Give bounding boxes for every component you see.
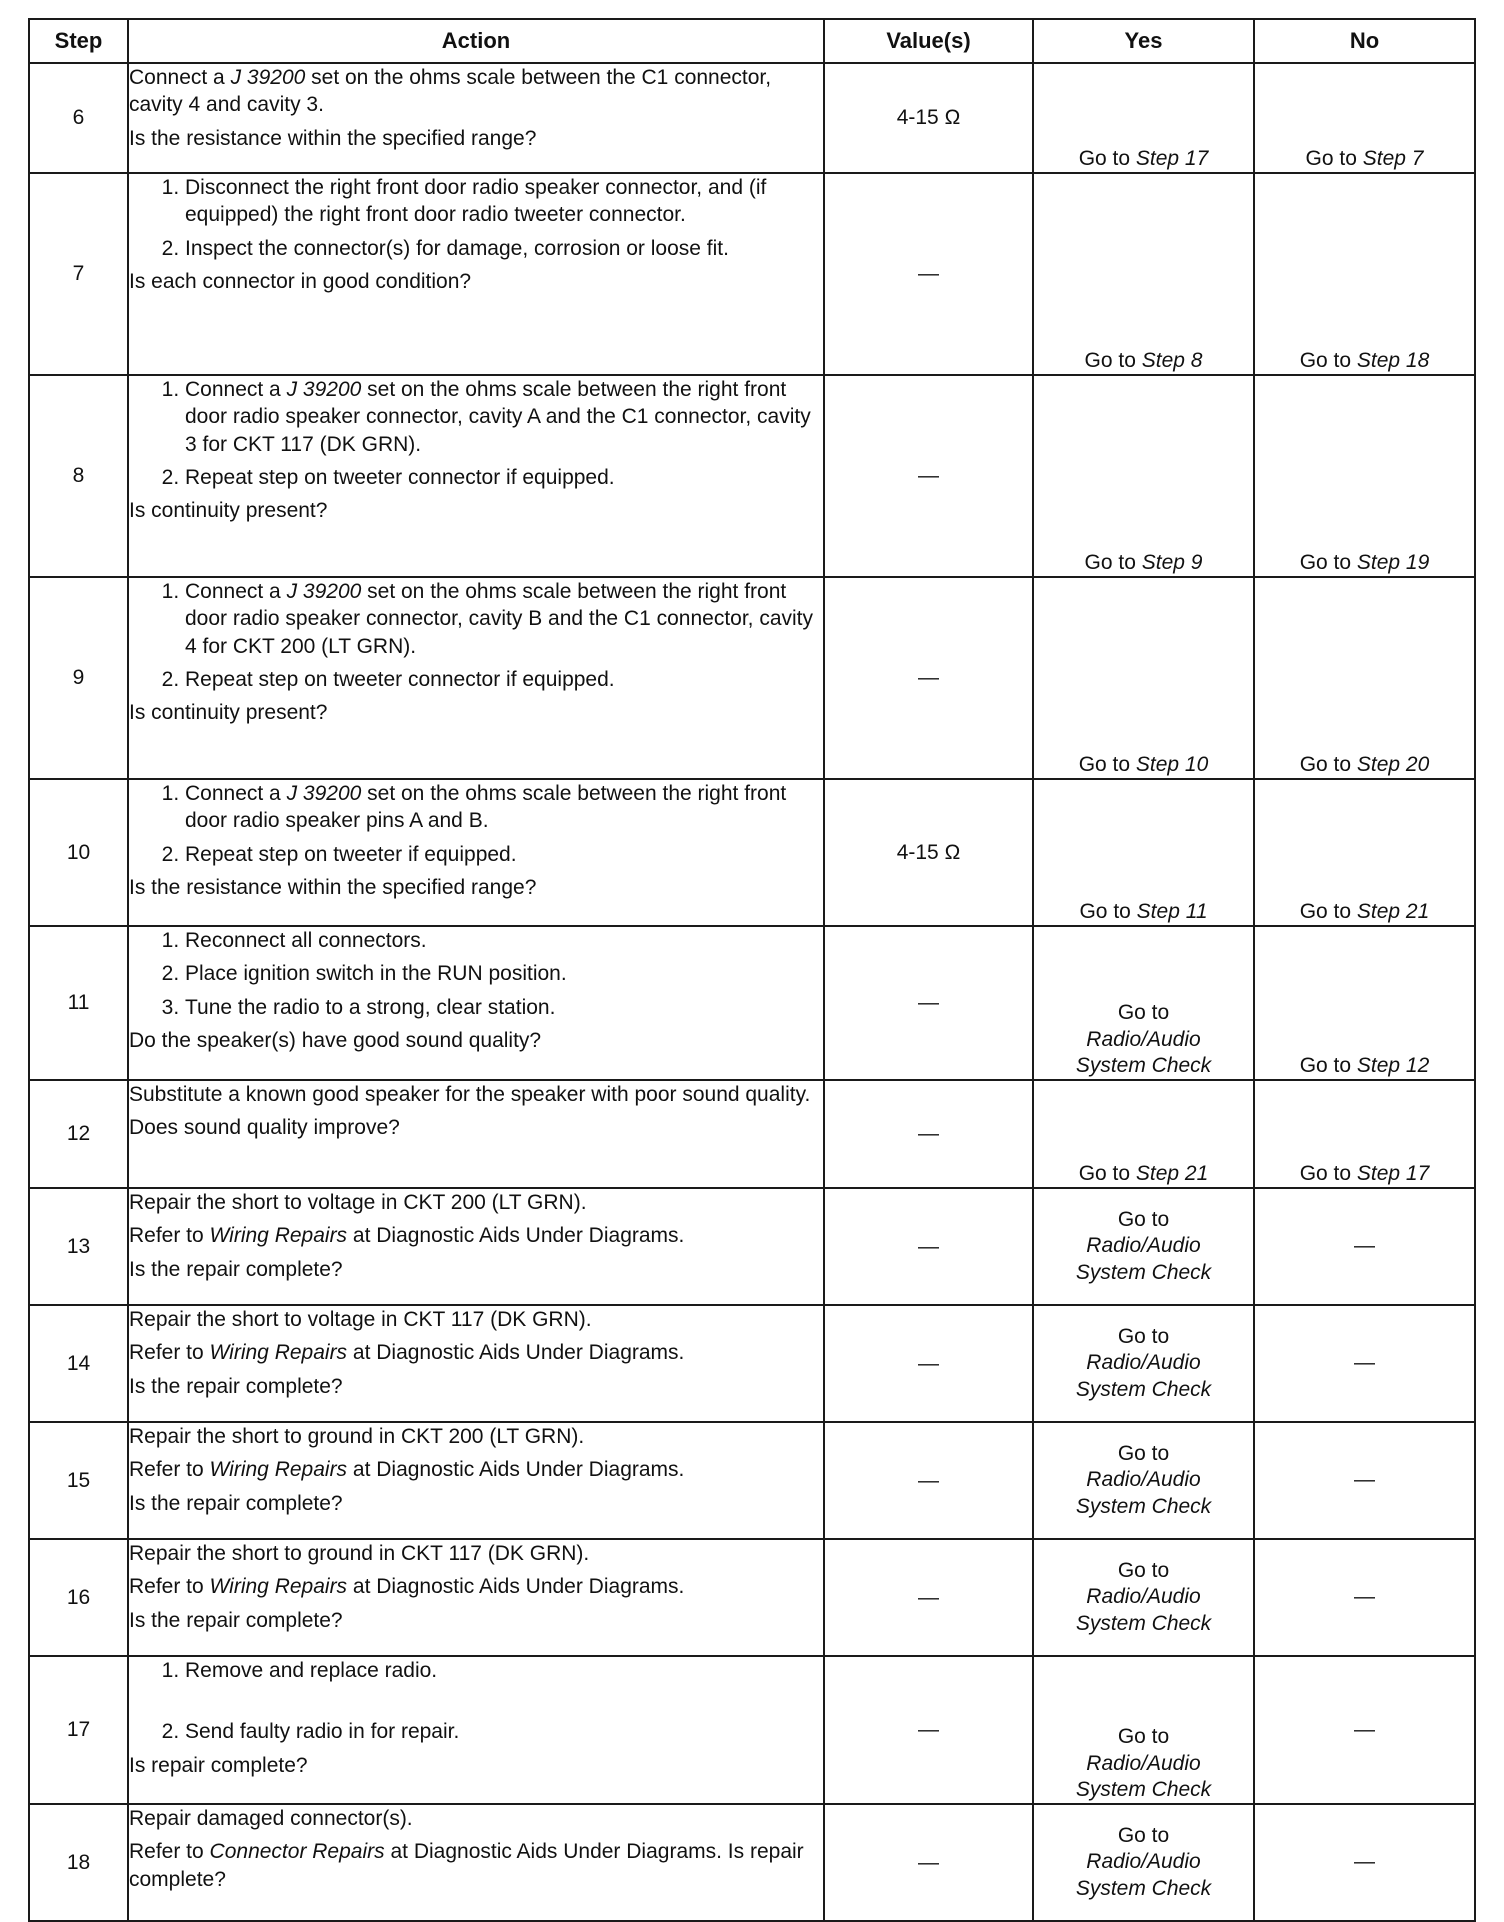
header-step: Step [29,19,128,63]
table-row [29,63,1475,173]
action-list [129,578,823,693]
yes-cell: Go to Radio/Audio System Check [1033,926,1254,1080]
value-cell: — [824,1422,1033,1539]
yes-cell: Go to Step 10 [1033,577,1254,779]
action-cell [128,1305,824,1422]
step-number: 6 [29,63,128,173]
yes-cell: Go to Step 9 [1033,375,1254,577]
action-cell [128,926,824,1080]
action-reference: Refer to Wiring Repairs at Diagnostic Aids Under Diagrams. [129,1341,685,1365]
table-row [29,1656,1475,1804]
value-cell: 4-15 Ω [824,779,1033,926]
no-cell: — [1254,1422,1475,1539]
action-text: Repair damaged connector(s). [129,1807,413,1830]
value-cell: 4-15 Ω [824,63,1033,173]
no-cell: — [1254,1804,1475,1921]
header-no: No [1254,19,1475,63]
no-cell: Go to Step 21 [1254,779,1475,926]
header-values: Value(s) [824,19,1033,63]
step-number: 13 [29,1188,128,1305]
action-reference: Refer to Wiring Repairs at Diagnostic Aids Under Diagrams. [129,1224,685,1248]
list-item: 1. Connect a J 39200 set on the ohms scale between the right front door radio speaker pins A and B. [185,780,823,835]
action-text: Repair the short to ground in CKT 200 (LT GRN). [129,1425,585,1448]
step-number: 15 [29,1422,128,1539]
action-question: Is each connector in good condition? [129,269,472,293]
yes-cell: Go to Radio/Audio System Check [1033,1539,1254,1656]
header-action: Action [128,19,824,63]
action-question: Is continuity present? [129,701,328,725]
action-question: Does sound quality improve? [129,1116,400,1140]
table-row [29,1188,1475,1305]
table-row [29,173,1475,375]
action-question: Is the resistance within the specified range? [129,875,537,899]
no-cell: — [1254,1188,1475,1305]
action-cell [128,375,824,577]
list-item: 2. Repeat step on tweeter connector if equipped. [185,464,823,491]
value-cell: — [824,375,1033,577]
no-cell: Go to Step 20 [1254,577,1475,779]
header-yes: Yes [1033,19,1254,63]
table-row [29,1305,1475,1422]
step-number: 12 [29,1080,128,1188]
action-cell [128,1422,824,1539]
action-text: Repair the short to voltage in CKT 117 (DK GRN). [129,1308,592,1331]
table-row [29,926,1475,1080]
action-list [129,1657,823,1746]
table-row [29,1422,1475,1539]
value-cell: — [824,1539,1033,1656]
value-cell: — [824,926,1033,1080]
yes-cell: Go to Step 21 [1033,1080,1254,1188]
step-number: 11 [29,926,128,1080]
action-list [129,376,823,491]
step-number: 18 [29,1804,128,1921]
action-cell [128,1080,824,1188]
diagnostic-table [28,18,1476,1922]
action-text: Connect a J 39200 set on the ohms scale between the C1 connector, cavity 4 and cavity 3. [129,66,772,117]
action-cell [128,577,824,779]
list-item: 1. Reconnect all connectors. [185,927,823,954]
action-cell [128,63,824,173]
list-item: 1. Disconnect the right front door radio speaker connector, and (if equipped) the right front door radio tweeter connector. [185,174,823,229]
no-cell: — [1254,1656,1475,1804]
no-cell: Go to Step 17 [1254,1080,1475,1188]
step-number: 9 [29,577,128,779]
list-item: 3. Tune the radio to a strong, clear station. [185,994,823,1021]
action-text: Substitute a known good speaker for the speaker with poor sound quality. [129,1083,811,1106]
action-cell [128,1539,824,1656]
table-row [29,1539,1475,1656]
no-cell: Go to Step 18 [1254,173,1475,375]
value-cell: — [824,1188,1033,1305]
action-question: Is the resistance within the specified range? [129,126,537,150]
no-cell: Go to Step 12 [1254,926,1475,1080]
step-number: 7 [29,173,128,375]
list-item: 1. Connect a J 39200 set on the ohms scale between the right front door radio speaker connector, cavity B and the C1 connector, cavity 4 for CKT 200 (LT GRN). [185,578,823,660]
action-cell [128,779,824,926]
list-item: 2. Inspect the connector(s) for damage, corrosion or loose fit. [185,235,823,262]
action-reference: Refer to Connector Repairs at Diagnostic Aids Under Diagrams. Is repair complete? [129,1840,804,1891]
table-row [29,1080,1475,1188]
list-item: 2. Repeat step on tweeter if equipped. [185,841,823,868]
step-number: 10 [29,779,128,926]
step-number: 16 [29,1539,128,1656]
action-cell [128,1804,824,1921]
no-cell: Go to Step 19 [1254,375,1475,577]
list-item: 1. Remove and replace radio. [185,1657,823,1684]
action-list [129,174,823,262]
action-question: Is the repair complete? [129,1491,343,1515]
yes-cell: Go to Step 8 [1033,173,1254,375]
action-list [129,927,823,1021]
action-reference: Refer to Wiring Repairs at Diagnostic Aids Under Diagrams. [129,1458,685,1482]
yes-cell: Go to Step 11 [1033,779,1254,926]
table-row [29,779,1475,926]
value-cell: — [824,1656,1033,1804]
step-number: 14 [29,1305,128,1422]
action-question: Is continuity present? [129,499,328,523]
value-cell: — [824,1305,1033,1422]
yes-cell: Go to Step 17 [1033,63,1254,173]
table-row [29,375,1475,577]
yes-cell: Go to Radio/Audio System Check [1033,1656,1254,1804]
list-item: 2. Place ignition switch in the RUN position. [185,960,823,987]
action-question: Is the repair complete? [129,1374,343,1398]
value-cell: — [824,173,1033,375]
action-question: Do the speaker(s) have good sound quality? [129,1028,542,1052]
step-number: 17 [29,1656,128,1804]
value-cell: — [824,1804,1033,1921]
value-cell: — [824,577,1033,779]
no-cell: Go to Step 7 [1254,63,1475,173]
table-row [29,1804,1475,1921]
list-item: 2. Repeat step on tweeter connector if equipped. [185,666,823,693]
action-cell [128,1656,824,1804]
action-text: Repair the short to voltage in CKT 200 (LT GRN). [129,1191,587,1214]
yes-cell: Go to Radio/Audio System Check [1033,1804,1254,1921]
action-cell [128,173,824,375]
diagnostic-table-page [28,18,1476,1922]
list-item: 1. Connect a J 39200 set on the ohms scale between the right front door radio speaker connector, cavity A and the C1 connector, cavity 3 for CKT 117 (DK GRN). [185,376,823,458]
header-row [29,19,1475,63]
no-cell: — [1254,1539,1475,1656]
action-question: Is the repair complete? [129,1257,343,1281]
table-row [29,577,1475,779]
action-cell [128,1188,824,1305]
yes-cell: Go to Radio/Audio System Check [1033,1422,1254,1539]
yes-cell: Go to Radio/Audio System Check [1033,1305,1254,1422]
action-list [129,780,823,868]
action-question: Is repair complete? [129,1753,308,1777]
value-cell: — [824,1080,1033,1188]
action-question: Is the repair complete? [129,1608,343,1632]
no-cell: — [1254,1305,1475,1422]
action-reference: Refer to Wiring Repairs at Diagnostic Aids Under Diagrams. [129,1575,685,1599]
step-number: 8 [29,375,128,577]
action-text: Repair the short to ground in CKT 117 (DK GRN). [129,1542,590,1565]
list-item: 2. Send faulty radio in for repair. [185,1718,823,1745]
yes-cell: Go to Radio/Audio System Check [1033,1188,1254,1305]
